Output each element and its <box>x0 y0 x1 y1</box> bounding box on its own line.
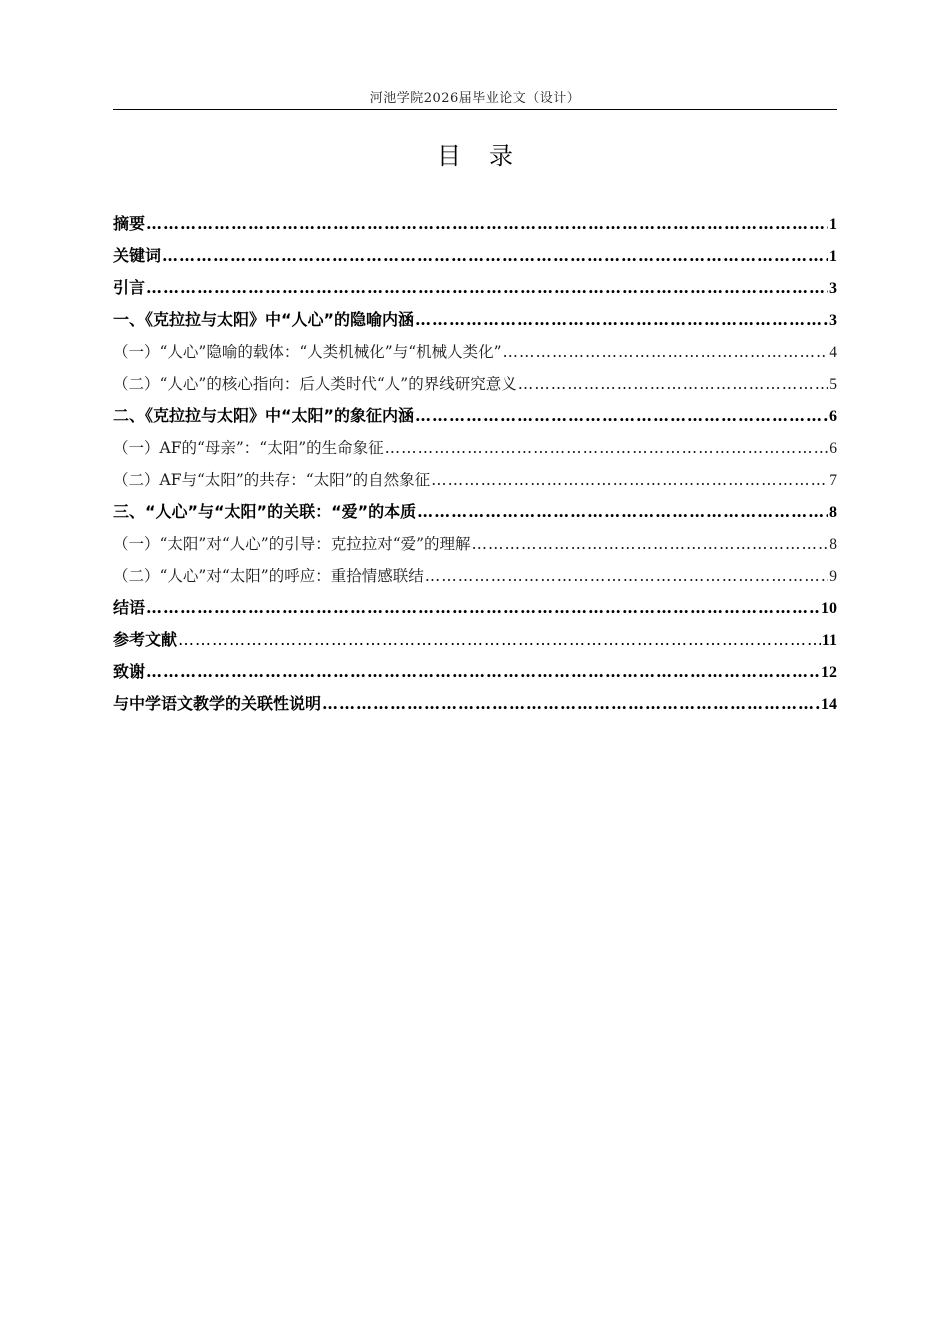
toc-entry-text: 一、《克拉拉与太阳》中“人心”的隐喻内涵 <box>113 310 415 329</box>
toc-entry-section-2-1[interactable] <box>113 432 837 464</box>
toc-entry-text: （二）“人心”对“太阳”的呼应：重拾情感联结 <box>113 567 424 585</box>
toc-dot-leader <box>162 240 828 272</box>
toc-page-number: 11 <box>821 632 837 649</box>
toc-dot-leader <box>146 208 828 240</box>
toc-entry-text: 引言 <box>113 278 146 297</box>
toc-entry-text: 三、“人心”与“太阳”的关联：“爱”的本质 <box>113 502 417 521</box>
toc-dot-leader <box>415 304 828 336</box>
toc-dot-leader <box>146 656 820 688</box>
toc-entry-abstract[interactable] <box>113 208 837 240</box>
toc-entry-text: 二、《克拉拉与太阳》中“太阳”的象征内涵 <box>113 406 415 425</box>
toc-entry-keywords[interactable] <box>113 240 837 272</box>
toc-dot-leader <box>146 272 828 304</box>
toc-entry-text: （二）“人心”的核心指向：后人类时代“人”的界线研究意义 <box>113 375 517 393</box>
toc-dot-leader <box>178 624 821 656</box>
toc-dot-leader <box>385 432 829 464</box>
toc-page-number: 1 <box>829 248 837 265</box>
toc-entry-text: 致谢 <box>113 662 146 681</box>
running-header: 河池学院2026届毕业论文（设计） <box>369 91 581 106</box>
toc-page-number: 12 <box>821 664 837 681</box>
toc-title: 目录 <box>437 142 541 170</box>
toc-page-number: 7 <box>829 472 837 489</box>
toc-page-number: 10 <box>821 600 837 617</box>
toc-entry-conclusion[interactable] <box>113 592 837 624</box>
toc-entry-text: 关键词 <box>113 246 162 265</box>
toc-list <box>113 208 837 720</box>
toc-page-number: 8 <box>829 504 837 521</box>
toc-page-number: 3 <box>829 312 837 329</box>
toc-entry-section-2-2[interactable] <box>113 464 837 496</box>
header-rule <box>113 109 837 110</box>
toc-entry-section-1-1[interactable] <box>113 336 837 368</box>
toc-entry-section-1-2[interactable] <box>113 368 837 400</box>
toc-page-number: 6 <box>829 408 837 425</box>
toc-page-number: 14 <box>821 696 837 713</box>
toc-entry-references[interactable] <box>113 624 837 656</box>
toc-dot-leader <box>431 464 828 496</box>
toc-entry-chapter-3[interactable] <box>113 496 837 528</box>
toc-dot-leader <box>472 528 829 560</box>
toc-entry-text: （一）“太阳”对“人心”的引导：克拉拉对“爱”的理解 <box>113 535 471 553</box>
toc-page-number: 4 <box>829 344 837 361</box>
toc-entry-section-3-1[interactable] <box>113 528 837 560</box>
toc-entry-text: （一）AF的“母亲”：“太阳”的生命象征 <box>113 439 384 457</box>
toc-entry-text: 参考文献 <box>113 630 178 649</box>
toc-page-number: 1 <box>829 216 837 233</box>
toc-entry-text: 摘要 <box>113 214 146 233</box>
toc-page-number: 3 <box>829 280 837 297</box>
toc-dot-leader <box>322 688 820 720</box>
toc-page-number: 5 <box>829 376 837 393</box>
toc-entry-text: （二）AF与“太阳”的共存：“太阳”的自然象征 <box>113 471 431 489</box>
toc-entry-acknowledgements[interactable] <box>113 656 837 688</box>
toc-dot-leader <box>503 336 829 368</box>
toc-entry-section-3-2[interactable] <box>113 560 837 592</box>
toc-page-number: 8 <box>829 536 837 553</box>
toc-entry-chapter-2[interactable] <box>113 400 837 432</box>
toc-page-number: 6 <box>829 440 837 457</box>
toc-entry-text: 结语 <box>113 598 146 617</box>
toc-dot-leader <box>518 368 829 400</box>
toc-dot-leader <box>425 560 829 592</box>
toc-page-number: 9 <box>829 568 837 585</box>
toc-entry-introduction[interactable] <box>113 272 837 304</box>
toc-entry-chapter-1[interactable] <box>113 304 837 336</box>
toc-entry-text: 与中学语文教学的关联性说明 <box>113 694 322 713</box>
toc-dot-leader <box>146 592 820 624</box>
toc-entry-teaching-relevance[interactable] <box>113 688 837 720</box>
toc-dot-leader <box>415 400 828 432</box>
toc-dot-leader <box>417 496 828 528</box>
toc-entry-text: （一）“人心”隐喻的载体：“人类机械化”与“机械人类化” <box>113 343 502 361</box>
